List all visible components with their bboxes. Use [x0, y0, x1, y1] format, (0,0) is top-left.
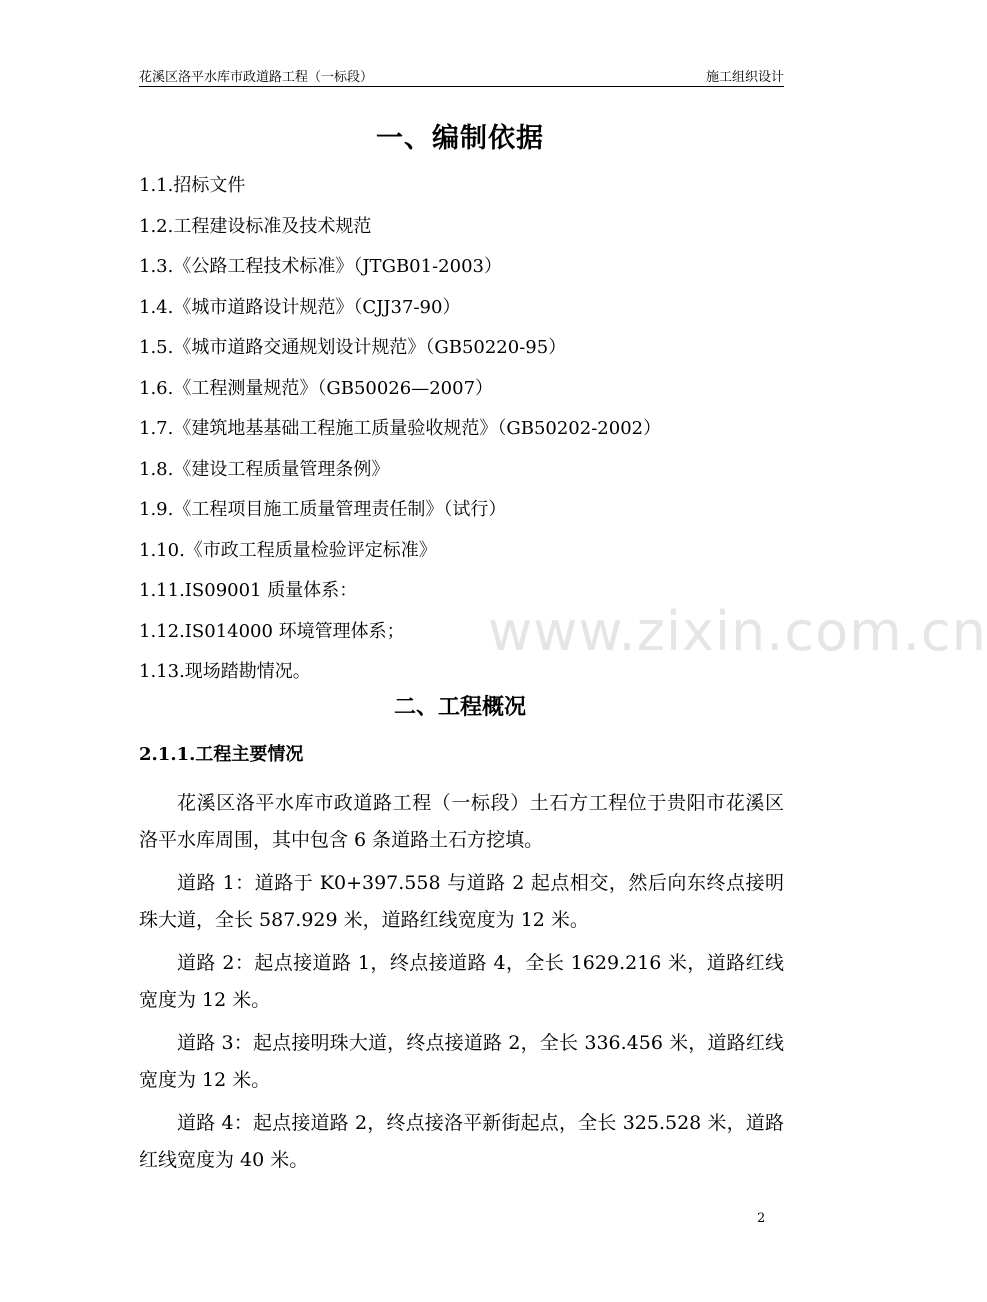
- list-item: 1.5.《城市道路交通规划设计规范》（GB50220-95）: [139, 337, 567, 358]
- road1-paragraph: 道路 1：道路于 K0+397.558 与道路 2 起点相交，然后向东终点接明珠大道，全长 587.929 米，道路红线宽度为 12 米。: [139, 872, 784, 931]
- road4-paragraph: 道路 4：起点接道路 2，终点接洛平新街起点，全长 325.528 米，道路红线宽度为 40 米。: [139, 1112, 784, 1171]
- page-header: [139, 64, 784, 87]
- section2-subtitle: 2.1.1.工程主要情况: [139, 744, 304, 765]
- list-item: 1.9.《工程项目施工质量管理责任制》（试行）: [139, 499, 507, 520]
- list-item: 1.4.《城市道路设计规范》（CJJ37-90）: [139, 296, 461, 318]
- list-item: 1.6.《工程测量规范》（GB50026—2007）: [139, 377, 494, 399]
- list-item: 1.11.IS09001 质量体系：: [139, 580, 358, 601]
- overview-paragraph: 花溪区洛平水库市政道路工程（一标段）土石方工程位于贵阳市花溪区洛平水库周围，其中包含 6 条道路土石方挖填。: [139, 792, 784, 851]
- section1-title: 一、编制依据: [376, 123, 544, 154]
- header-project-name: 花溪区洛平水库市政道路工程（一标段）: [139, 70, 374, 85]
- road2-paragraph: 道路 2：起点接道路 1，终点接道路 4，全长 1629.216 米，道路红线宽度为 12 米。: [139, 952, 784, 1011]
- watermark-text: www.zixin.com.cn: [488, 600, 987, 663]
- road3-paragraph: 道路 3：起点接明珠大道，终点接道路 2，全长 336.456 米，道路红线宽度为 12 米。: [139, 1032, 784, 1091]
- header-doc-type: 施工组织设计: [705, 70, 784, 85]
- list-item: 1.12.IS014000 环境管理体系；: [139, 620, 405, 642]
- list-item: 1.13.现场踏勘情况。: [139, 661, 311, 682]
- list-item: 1.7.《建筑地基基础工程施工质量验收规范》（GB50202-2002）: [139, 418, 662, 439]
- list-item: 1.2.工程建设标准及技术规范: [139, 215, 372, 237]
- list-item: 1.10.《市政工程质量检验评定标准》: [139, 539, 437, 561]
- list-item: 1.3.《公路工程技术标准》（JTGB01-2003）: [139, 256, 502, 277]
- list-item: 1.1.招标文件: [139, 175, 246, 196]
- section2-title: 二、工程概况: [393, 694, 526, 720]
- project-overview-body: [139, 785, 784, 1185]
- list-item: 1.8.《建设工程质量管理条例》: [139, 458, 390, 480]
- page-number: 2: [757, 1211, 766, 1226]
